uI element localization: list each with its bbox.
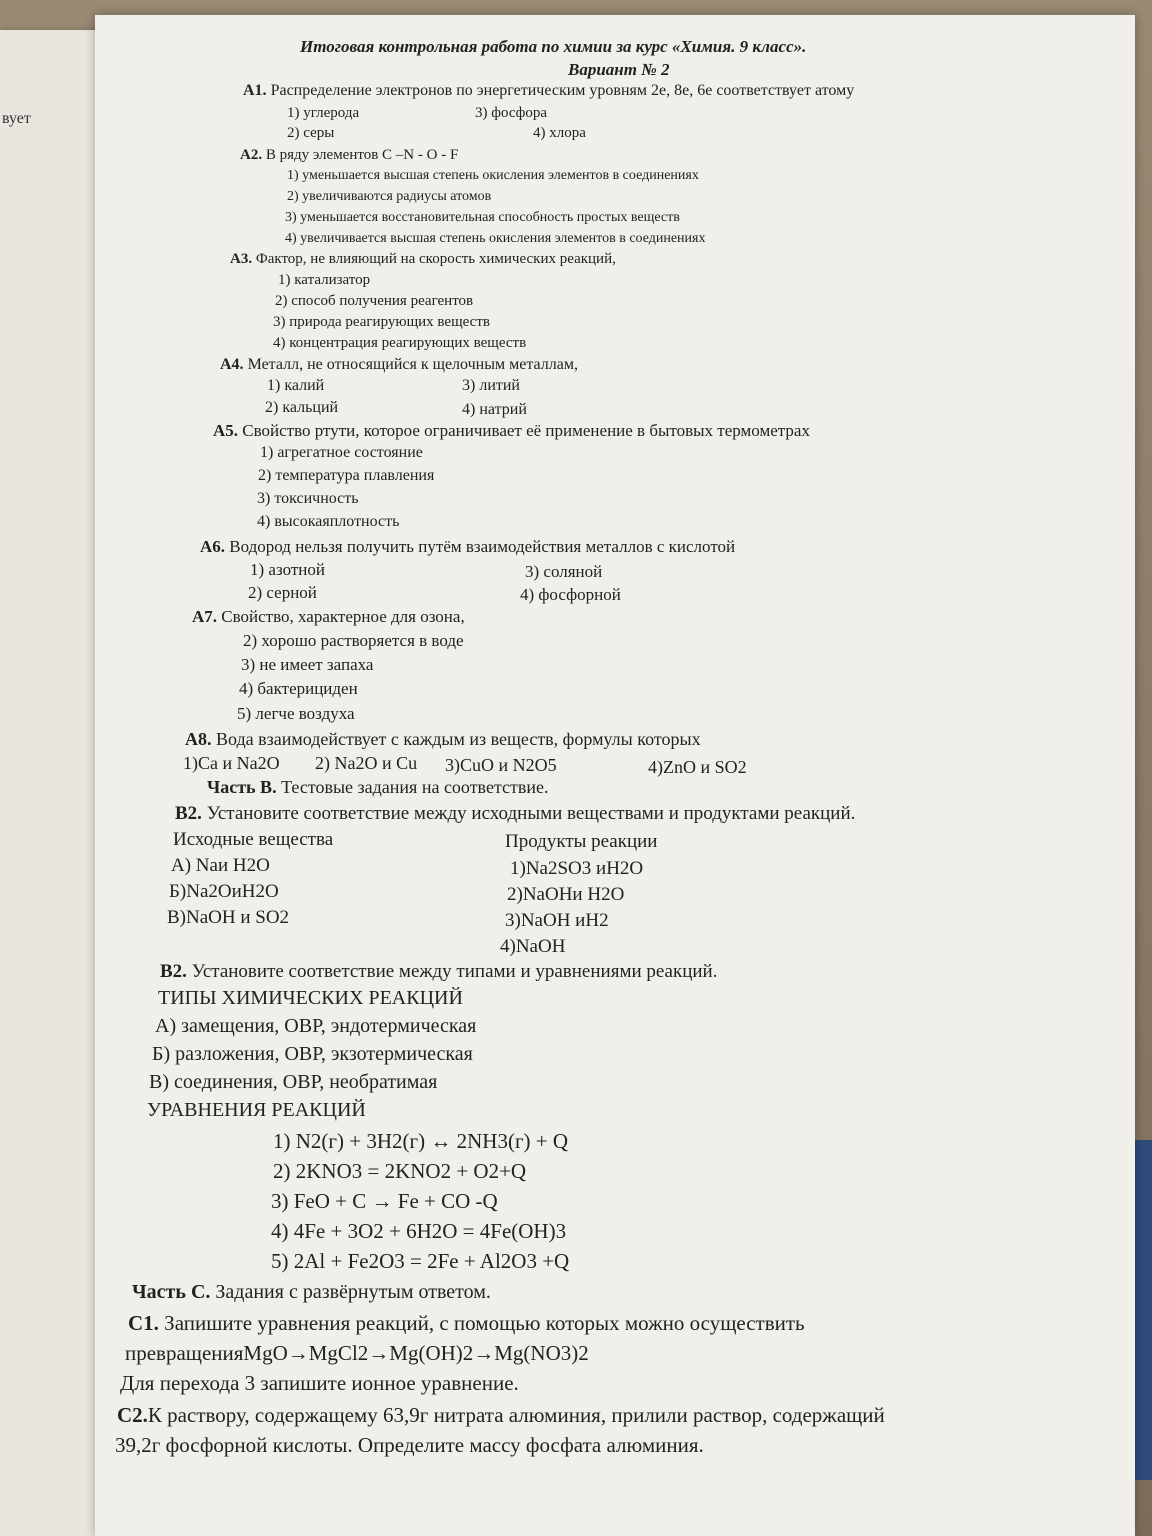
a5-option: 4) высокаяплотность: [257, 513, 400, 530]
a4-option: 1) калий: [267, 377, 325, 394]
question-a5: А5. Свойство ртути, которое ограничивает её применение в бытовых термометрах: [213, 421, 810, 440]
page-title: Итоговая контрольная работа по химии за курс «Химия. 9 класс».: [300, 37, 807, 56]
a1-option: 2) серы: [287, 125, 335, 141]
question-a1: А1. Распределение электронов по энергетическим уровням 2е, 8е, 6е соответствует атому: [243, 82, 855, 99]
a7-option: 2) хорошо растворяется в воде: [243, 631, 464, 650]
reaction-types-heading: ТИПЫ ХИМИЧЕСКИХ РЕАКЦИЙ: [158, 987, 463, 1009]
a4-option: 3) литий: [462, 377, 520, 394]
b2-left-heading: Исходные вещества: [173, 829, 334, 850]
a7-option: 5) легче воздуха: [237, 704, 355, 723]
b2-right-item: 2)NaOHи H2O: [507, 884, 625, 905]
a2-option: 1) уменьшается высшая степень окисления элементов в соединениях: [287, 168, 699, 183]
part-b-heading: Часть В. Тестовые задания на соответствие.: [207, 777, 549, 797]
question-a2: А2. В ряду элементов C –N - O - F: [240, 147, 459, 163]
reaction-equation: 2) 2KNO3 = 2KNO2 + O2+Q: [273, 1159, 527, 1183]
reaction-equation: 3) FeO + C → Fe + CO -Q: [271, 1189, 498, 1213]
a4-option: 2) кальций: [265, 399, 339, 416]
question-a6: А6. Водород нельзя получить путём взаимодействия металлов с кислотой: [200, 537, 736, 556]
a6-option: 4) фосфорной: [520, 585, 621, 604]
question-b2-types: В2. Установите соответствие между типами и уравнениями реакций.: [160, 961, 718, 982]
a8-option: 2) Na2O и Cu: [315, 753, 418, 773]
question-a4: А4. Металл, не относящийся к щелочным металлам,: [220, 356, 578, 373]
b2-right-heading: Продукты реакции: [505, 831, 658, 852]
question-a3: А3. Фактор, не влияющий на скорость химических реакций,: [230, 251, 616, 267]
a5-option: 3) токсичность: [257, 490, 359, 507]
a4-option: 4) натрий: [462, 401, 527, 418]
reaction-equation: 1) N2(г) + 3H2(г) ↔ 2NH3(г) + Q: [273, 1129, 569, 1153]
b2-left-item: Б)Na2OиH2O: [169, 881, 279, 902]
b2-right-item: 4)NaOH: [500, 936, 566, 957]
question-c2: С2.К раствору, содержащему 63,9г нитрата алюминия, прилили раствор, содержащий: [117, 1403, 885, 1427]
a6-option: 3) соляной: [525, 562, 603, 581]
a3-option: 1) катализатор: [278, 272, 371, 288]
a5-option: 1) агрегатное состояние: [260, 444, 423, 461]
a3-option: 4) концентрация реагирующих веществ: [273, 335, 527, 351]
a1-option: 3) фосфора: [475, 105, 548, 121]
a2-option: 4) увеличивается высшая степень окисления элементов в соединениях: [285, 231, 706, 246]
a6-option: 2) серной: [248, 583, 317, 602]
question-b2-substances: В2. Установите соответствие между исходными веществами и продуктами реакций.: [175, 803, 856, 824]
reaction-type-item: А) замещения, ОВР, эндотермическая: [155, 1015, 477, 1037]
a8-option: 3)CuO и N2O5: [445, 755, 557, 775]
a7-option: 4) бактерициден: [239, 679, 358, 698]
reaction-equation: 4) 4Fe + 3O2 + 6H2O = 4Fe(OH)3: [271, 1219, 567, 1243]
variant-label: Вариант № 2: [568, 60, 670, 79]
a2-option: 3) уменьшается восстановительная способность простых веществ: [285, 210, 680, 225]
reaction-type-item: В) соединения, ОВР, необратимая: [149, 1071, 438, 1093]
question-c1: С1. Запишите уравнения реакций, с помощью которых можно осуществить: [128, 1311, 805, 1335]
a2-option: 2) увеличиваются радиусы атомов: [287, 189, 492, 204]
b2-right-item: 3)NaOH иH2: [505, 910, 609, 931]
c2-line2: 39,2г фосфорной кислоты. Определите массу фосфата алюминия.: [115, 1433, 704, 1457]
a1-option: 1) углерода: [287, 105, 360, 121]
c1-note: Для перехода 3 запишите ионное уравнение.: [120, 1371, 519, 1395]
a1-option: 4) хлора: [533, 125, 586, 141]
reaction-type-item: Б) разложения, ОВР, экзотермическая: [152, 1043, 473, 1065]
equations-heading: УРАВНЕНИЯ РЕАКЦИЙ: [147, 1099, 366, 1121]
a3-option: 3) природа реагирующих веществ: [273, 314, 490, 330]
b2-left-item: В)NaOH и SO2: [167, 907, 290, 928]
b2-left-item: А) Naи H2O: [171, 855, 270, 876]
reaction-equation: 5) 2Al + Fe2O3 = 2Fe + Al2O3 +Q: [271, 1249, 570, 1273]
question-a7: А7. Свойство, характерное для озона,: [192, 607, 465, 626]
part-c-heading: Часть С. Задания с развёрнутым ответом.: [132, 1281, 491, 1303]
exam-page: [95, 15, 1135, 1536]
a7-option: 3) не имеет запаха: [241, 655, 374, 674]
a5-option: 2) температура плавления: [258, 467, 435, 484]
b2-right-item: 1)Na2SO3 иH2O: [510, 858, 644, 879]
a3-option: 2) способ получения реагентов: [275, 293, 474, 309]
c1-transformation-chain: превращенияMgO→MgCl2→Mg(OH)2→Mg(NO3)2: [125, 1341, 589, 1365]
left-paper-sheet: [0, 30, 110, 1536]
a8-option: 1)Ca и Na2O: [183, 753, 280, 773]
question-a8: А8. Вода взаимодействует с каждым из веществ, формулы которых: [185, 729, 701, 749]
a6-option: 1) азотной: [250, 560, 325, 579]
a8-option: 4)ZnO и SO2: [648, 757, 747, 777]
left-text-fragment: вует: [2, 110, 31, 127]
